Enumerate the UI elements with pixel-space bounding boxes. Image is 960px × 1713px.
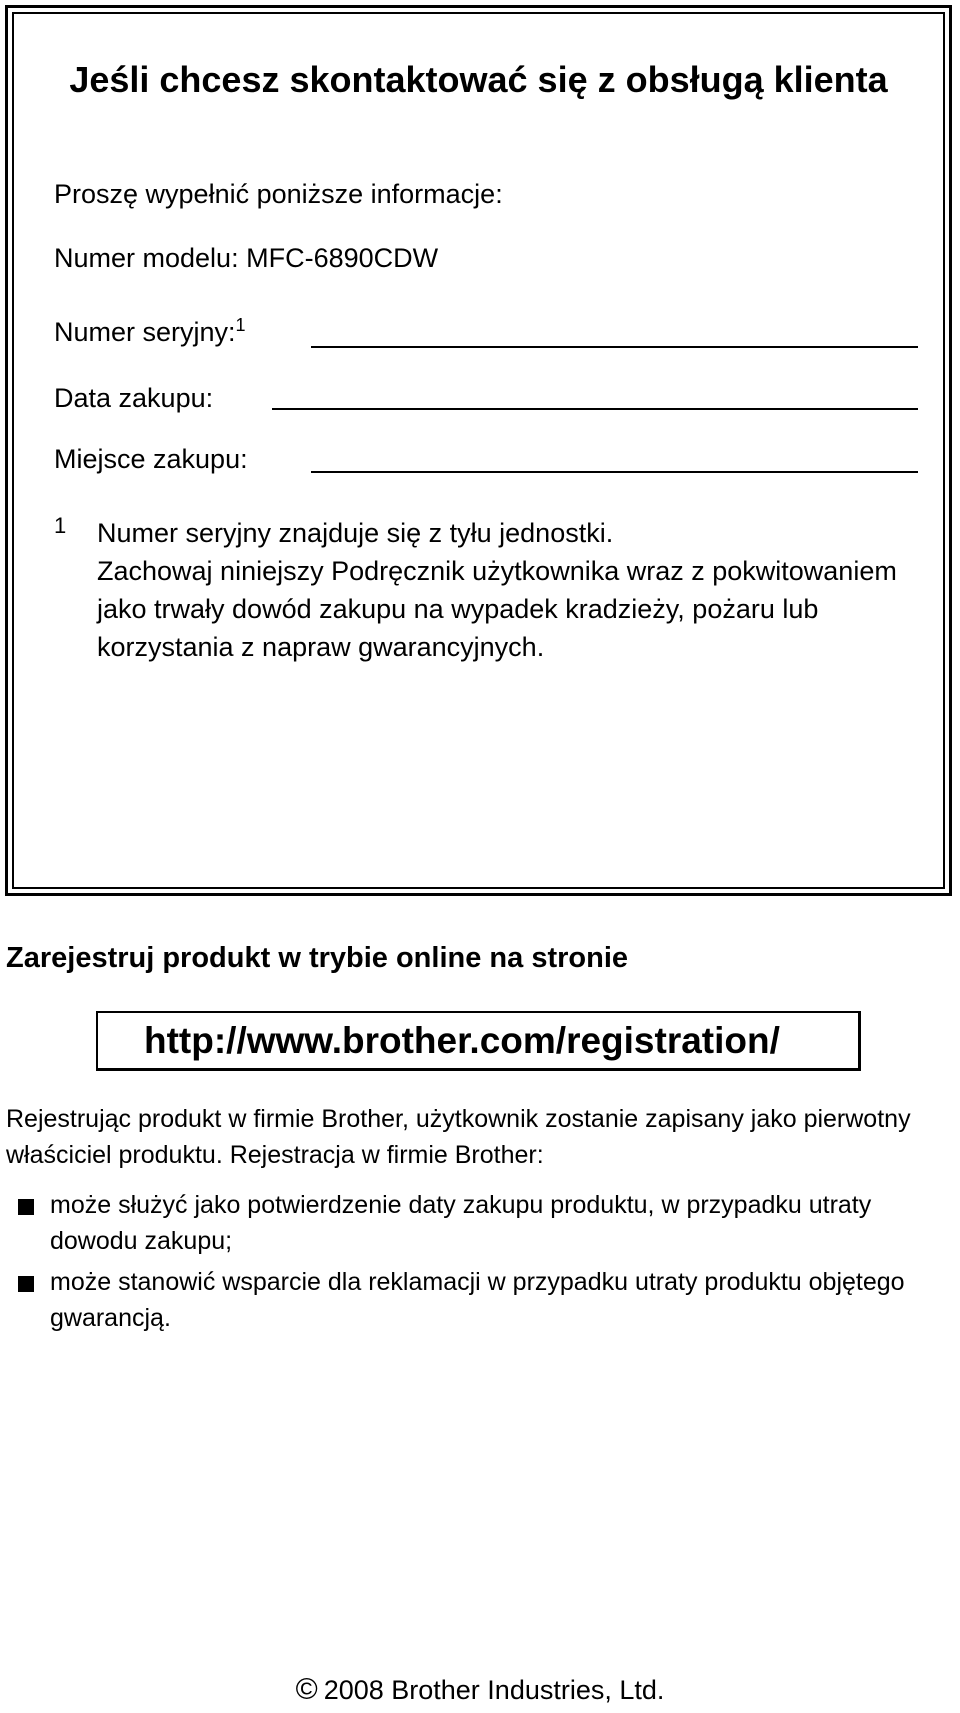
registration-benefit-text: może służyć jako potwierdzenie daty zakupu produktu, w przypadku utraty dowodu zakupu;: [50, 1191, 872, 1255]
purchase-date-label: Data zakupu:: [54, 383, 214, 413]
purchase-date-line: [54, 382, 213, 414]
copyright-notice: [0, 1672, 960, 1708]
registration-benefit-item: [10, 1187, 956, 1259]
serial-number-label: Numer seryjny:: [54, 317, 236, 347]
model-number-line: [54, 242, 438, 274]
box-title: Jeśli chcesz skontaktować się z obsługą klienta: [69, 59, 888, 100]
customer-service-box-inner-border: [12, 12, 945, 889]
serial-number-field[interactable]: [311, 346, 918, 348]
customer-service-box: [5, 5, 952, 896]
purchase-place-line: [54, 443, 248, 475]
purchase-date-field[interactable]: [272, 408, 918, 410]
footnote-serial-location: Numer seryjny znajduje się z tyłu jednostki.: [97, 518, 614, 548]
serial-number-footnote-ref: 1: [235, 315, 246, 335]
purchase-place-field[interactable]: [311, 471, 918, 473]
registration-url-box: [96, 1011, 861, 1071]
purchase-place-label: Miejsce zakupu:: [54, 444, 248, 474]
registration-benefit-text: może stanowić wsparcie dla reklamacji w przypadku utraty produktu objętego gwarancją.: [50, 1268, 905, 1332]
square-bullet-icon: [18, 1276, 34, 1292]
model-number-value: MFC-6890CDW: [246, 243, 439, 273]
serial-number-line: [54, 316, 246, 348]
square-bullet-icon: [18, 1199, 34, 1215]
footnote-mark: 1: [54, 513, 67, 538]
registration-benefit-item: [10, 1264, 956, 1336]
copyright-text: 2008 Brother Industries, Ltd.: [323, 1675, 665, 1705]
fill-prompt: Proszę wypełnić poniższe informacje:: [54, 179, 503, 209]
registration-heading: Zarejestruj produkt w trybie online na stronie: [6, 942, 628, 974]
registration-paragraph: Rejestrując produkt w firmie Brother, użytkownik zostanie zapisany jako pierwotny właściciel produktu. Rejestracja w firmie Brother:: [6, 1105, 911, 1169]
footnote-keep-manual: Zachowaj niniejszy Podręcznik użytkownika wraz z pokwitowaniem jako trwały dowód zakupu na wypadek kradzieży, pożaru lub korzystania z napraw gwarancyjnych.: [97, 556, 897, 662]
footnote: [97, 514, 897, 666]
model-number-label: Numer modelu:: [54, 243, 239, 273]
registration-url-link[interactable]: http://www.brother.com/registration/: [144, 1020, 780, 1061]
copyright-icon: ©: [295, 1673, 318, 1706]
